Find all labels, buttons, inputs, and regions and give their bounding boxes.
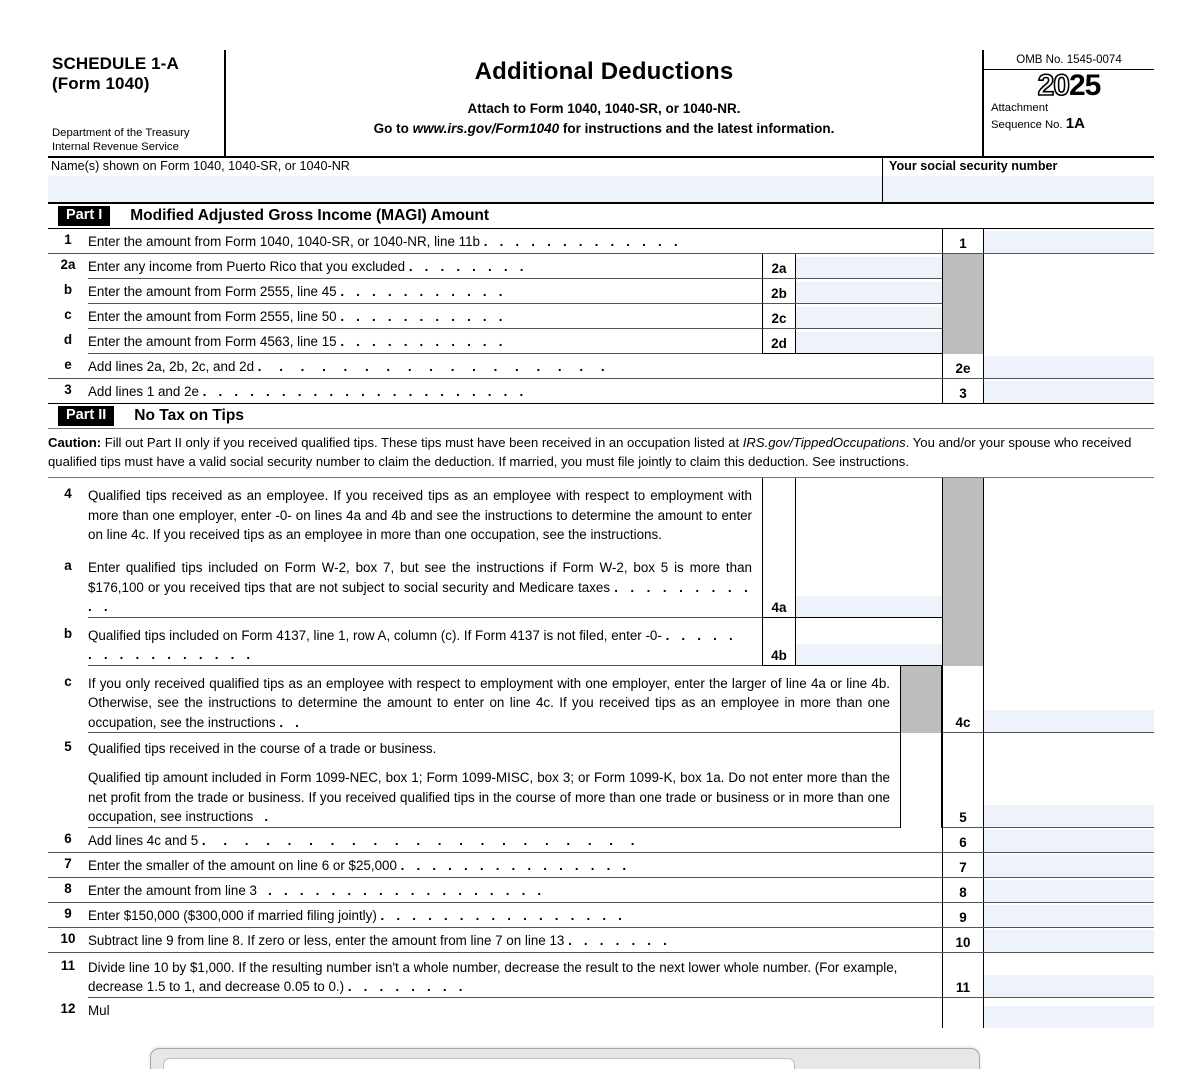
sub-box-label-2a: 2a — [763, 254, 796, 278]
line-amount-input-6[interactable] — [984, 830, 1154, 852]
sub-box-label-4b: 4b — [763, 618, 796, 665]
line-text-4b — [88, 618, 762, 666]
sub-amount-input-2c[interactable] — [796, 307, 942, 328]
line-5-detail — [88, 768, 890, 826]
ssn-caption: Your social security number — [889, 159, 1058, 173]
line-amount-input-8[interactable] — [984, 880, 1154, 902]
sub-amount-2a[interactable] — [796, 254, 942, 278]
line-number-1: 1 — [64, 232, 72, 247]
tax-year-block — [984, 70, 1154, 156]
dot-leader: . . . . . . . . . . . . . . . . — [380, 907, 627, 923]
line-amount-8[interactable] — [984, 878, 1154, 902]
line-number-11: 11 — [60, 957, 76, 973]
line-amount-3[interactable] — [984, 379, 1154, 403]
line-text-4a — [88, 550, 762, 617]
part-1-lines — [48, 229, 1154, 404]
line-label-2d: Enter the amount from Form 4563, line 15 — [88, 334, 337, 349]
irs-url: www.irs.gov/Form1040 — [412, 121, 560, 136]
sub-amount-input-4b[interactable] — [796, 644, 942, 665]
line-label-2c: Enter the amount from Form 2555, line 50 — [88, 309, 337, 324]
line-box-label-8: 8 — [942, 878, 984, 902]
grey-spacer — [942, 254, 984, 279]
tax-year — [984, 69, 1154, 102]
sub-amount-col-4 — [762, 478, 942, 550]
agency-block — [52, 126, 220, 154]
grey-spacer — [942, 550, 984, 617]
sub-amount-input-2b[interactable] — [796, 282, 942, 303]
line-label-3: Add lines 1 and 2e — [88, 384, 199, 399]
line-number-9: 9 — [64, 905, 72, 921]
line-text-2c — [88, 304, 762, 329]
sub-amount-2b[interactable] — [796, 279, 942, 303]
line-text-8 — [88, 878, 942, 902]
dot-leader: . . . . . . . . . . . . . . . . — [88, 627, 737, 663]
line-number-6: 6 — [64, 830, 72, 846]
sequence-label: Sequence No. — [991, 119, 1063, 132]
part-2-header — [48, 404, 1154, 429]
line-label-2e: Add lines 2a, 2b, 2c, and 2d — [88, 359, 255, 374]
line-text-2a — [88, 254, 762, 279]
main-blank-2a — [984, 254, 1154, 279]
dot-leader: . . . . . . . . — [408, 259, 528, 274]
white-spacer — [900, 733, 942, 828]
line-amount-input-11[interactable] — [984, 975, 1154, 997]
line-amount-input-5[interactable] — [984, 805, 1154, 827]
line-number-12: 12 — [60, 1000, 76, 1016]
sequence-line — [991, 115, 1154, 133]
part-2-title: No Tax on Tips — [134, 407, 244, 424]
line-box-label-5: 5 — [942, 733, 984, 828]
header-center-block — [226, 50, 982, 156]
line-amount-input-12[interactable] — [984, 1006, 1154, 1028]
sub-amount-2c[interactable] — [796, 304, 942, 328]
line-row-2d — [48, 329, 1154, 354]
line-number-4a: a — [64, 558, 72, 574]
line-number-2c: c — [64, 307, 72, 322]
name-cell — [48, 158, 883, 202]
part-1-title: Modified Adjusted Gross Income (MAGI) Amount — [130, 207, 490, 224]
schedule-form-number: (Form 1040) — [52, 74, 150, 94]
caution-label: Caution: — [48, 435, 102, 450]
line-text-12: Mul — [88, 1002, 110, 1018]
dot-leader: . . . . . . . . . . . — [340, 334, 507, 349]
dot-leader: . . — [279, 714, 304, 730]
sub-amount-4b[interactable] — [796, 618, 942, 665]
line-text-11 — [88, 953, 942, 998]
line-amount-9[interactable] — [984, 903, 1154, 927]
line-text-10 — [88, 928, 942, 952]
line-amount-input-3[interactable] — [984, 381, 1154, 403]
line-row-8 — [48, 878, 1154, 903]
line-number-10: 10 — [60, 930, 76, 946]
line-amount-10[interactable] — [984, 928, 1154, 952]
line-row-2e — [48, 354, 1154, 379]
line-row-7 — [48, 853, 1154, 878]
line-text-3 — [88, 379, 942, 403]
header-left-block — [48, 50, 226, 156]
line-row-2b — [48, 279, 1154, 304]
part-2-lines — [48, 478, 1154, 1027]
goto-instruction — [374, 121, 835, 136]
line-text-2e — [88, 354, 942, 378]
sub-amount-input-2a[interactable] — [796, 257, 942, 278]
tax-year-digits: 25 — [1069, 69, 1101, 102]
sub-box-spacer-4 — [763, 478, 796, 550]
line-row-9 — [48, 903, 1154, 928]
main-blank-2c — [984, 304, 1154, 329]
grey-spacer — [942, 478, 984, 550]
tax-year-century: 20 — [1037, 69, 1069, 102]
caution-text-2: . You and/or your spouse who received qualified tips must have a valid social security number to claim the deduction. If married, you must file jointly to claim this deduction. See instructions. — [48, 435, 1132, 469]
sub-amount-col-2b — [762, 279, 942, 304]
line-amount-input-1[interactable] — [984, 231, 1154, 253]
omb-number: OMB No. 1545-0074 — [984, 50, 1154, 70]
attachment-sequence — [984, 102, 1154, 134]
sub-amount-input-2d[interactable] — [796, 332, 942, 353]
line-label-10: Subtract line 9 from line 8. If zero or less, enter the amount from line 7 on line 13 — [88, 932, 565, 948]
sub-amount-col-2d — [762, 329, 942, 354]
line-label-4a: Enter qualified tips included on Form W-2, box 7, but see the instructions if Form W-2, box 5 is more than $176,100 or you received tips that are not subject to social security and Medicare taxes — [88, 560, 752, 595]
line-amount-11[interactable] — [984, 953, 1154, 998]
line-amount-6[interactable] — [984, 828, 1154, 852]
irs-line: Internal Revenue Service — [52, 140, 179, 153]
grey-spacer — [942, 279, 984, 304]
line-label-2b: Enter the amount from Form 2555, line 45 — [88, 284, 337, 299]
line-label-6: Add lines 4c and 5 — [88, 832, 199, 848]
line-text-5 — [88, 733, 900, 828]
sub-box-label-2c: 2c — [763, 304, 796, 328]
main-blank-2d — [984, 329, 1154, 354]
overlay-input-box[interactable] — [163, 1058, 795, 1069]
line-label-7: Enter the smaller of the amount on line 6 or $25,000 — [88, 857, 397, 873]
line-amount-2e[interactable] — [984, 354, 1154, 378]
line-amount-input-2e[interactable] — [984, 356, 1154, 378]
line-amount-1[interactable] — [984, 229, 1154, 253]
line-row-4a — [48, 550, 1154, 617]
sequence-number: 1A — [1065, 115, 1085, 133]
line-number-2b: b — [63, 282, 73, 297]
identity-row — [48, 158, 1154, 204]
sub-amount-input-4a[interactable] — [796, 596, 942, 617]
main-blank-4a — [984, 550, 1154, 617]
schedule-title-block — [52, 54, 220, 94]
schedule-number: SCHEDULE 1-A — [52, 54, 179, 73]
line-text-9 — [88, 903, 942, 927]
goto-prefix: Go to — [373, 121, 413, 136]
sub-box-label-4a: 4a — [763, 550, 796, 616]
line-5-intro: Qualified tips received in the course of a trade or business. — [88, 740, 437, 756]
line-row-3 — [48, 379, 1154, 404]
name-input[interactable] — [48, 176, 882, 202]
tipped-occupations-link: IRS.gov/TippedOccupations — [742, 435, 906, 450]
line-amount-input-4c[interactable] — [984, 710, 1154, 732]
part-2-badge: Part II — [58, 406, 114, 426]
line-number-2e: e — [64, 357, 72, 372]
main-blank-4 — [984, 478, 1154, 550]
line-number-4: 4 — [64, 486, 72, 502]
name-caption: Name(s) shown on Form 1040, 1040-SR, or 1040-NR — [51, 159, 350, 173]
line-label-4b: Qualified tips included on Form 4137, line 1, row A, column (c). If Form 4137 is not filed, enter -0- — [88, 627, 662, 643]
line-row-2a — [48, 254, 1154, 279]
schedule-1a-form — [48, 50, 1154, 1028]
line-number-5: 5 — [64, 738, 72, 754]
line-text-4c — [88, 666, 900, 733]
dot-leader: . . . . . . . . . . . . . . . . . . . . . — [201, 832, 642, 848]
line-box-label-12 — [942, 998, 984, 1028]
sub-box-label-2b: 2b — [763, 279, 796, 303]
main-blank-2b — [984, 279, 1154, 304]
dot-leader: . . . . . . . . . . . . . — [483, 234, 682, 249]
dot-leader: . . . . . . . . . . . — [88, 579, 752, 615]
sub-box-label-2d: 2d — [763, 329, 796, 353]
line-row-10 — [48, 928, 1154, 953]
line-box-label-6: 6 — [942, 828, 984, 852]
form-header — [48, 50, 1154, 158]
department-line: Department of the Treasury — [52, 126, 190, 139]
line-row-1 — [48, 229, 1154, 254]
ssn-input[interactable] — [883, 176, 1154, 202]
line-box-label-11: 11 — [942, 953, 984, 998]
line-label-2a: Enter any income from Puerto Rico that you excluded — [88, 259, 406, 274]
attachment-label: Attachment — [991, 101, 1049, 114]
line-box-label-2e: 2e — [942, 354, 984, 378]
sub-amount-col-2c — [762, 304, 942, 329]
header-right-block — [982, 50, 1154, 156]
part-1-header — [48, 204, 1154, 229]
sub-amount-col-2a — [762, 254, 942, 279]
goto-suffix: for instructions and the latest information. — [559, 121, 835, 136]
line-row-4c — [48, 666, 1154, 733]
main-blank-4b — [984, 618, 1154, 666]
sub-amount-4a[interactable] — [796, 550, 942, 616]
line-text-1 — [88, 229, 942, 253]
line-row-6 — [48, 828, 1154, 853]
grey-spacer — [942, 304, 984, 329]
grey-spacer — [942, 618, 984, 666]
line-row-4b — [48, 618, 1154, 666]
attach-instruction: Attach to Form 1040, 1040-SR, or 1040-NR. — [467, 101, 741, 116]
dot-leader: . . . . . . . . . . . . . . . . . — [257, 359, 612, 374]
line-box-label-7: 7 — [942, 853, 984, 877]
ssn-cell — [883, 158, 1154, 202]
line-number-2d: d — [63, 332, 73, 347]
sub-amount-col-4b — [762, 618, 942, 666]
line-amount-5[interactable] — [984, 733, 1154, 828]
line-number-4c: c — [64, 673, 72, 689]
line-number-4b: b — [63, 625, 73, 641]
line-row-2c — [48, 304, 1154, 329]
line-5-detail-text: Qualified tip amount included in Form 1099-NEC, box 1; Form 1099-MISC, box 3; or Form 1099-K, box 1a. Do not enter more than the net profit from the trade or business. If you received qualified tips in the course of more than one trade or business or in more than one occupation, see instructions — [88, 770, 890, 825]
line-box-label-10: 10 — [942, 928, 984, 952]
grey-spacer — [900, 666, 942, 733]
line-label-8: Enter the amount from line 3 — [88, 882, 257, 898]
line-text-2d — [88, 329, 762, 354]
line-box-label-4c: 4c — [942, 666, 984, 733]
dot-leader: . . . . . . . . — [347, 979, 467, 995]
line-amount-7[interactable] — [984, 853, 1154, 877]
overlay-panel[interactable] — [150, 1048, 980, 1069]
dot-leader: . — [264, 809, 273, 825]
sub-amount-2d[interactable] — [796, 329, 942, 353]
dot-leader: . . . . . . . — [568, 932, 672, 948]
line-box-label-9: 9 — [942, 903, 984, 927]
line-text-4: Qualified tips received as an employee. If you received tips as an employee with respect to employment with more than one employer, enter -0- on lines 4a and 4b and see the instructions to determine the amount to enter on line 4c. If you received tips as an employee in more than one occupation, see the instructions. — [88, 488, 752, 543]
caution-note — [48, 429, 1154, 478]
line-label-11: Divide line 10 by $1,000. If the resulting number isn't a whole number, decrease the result to the next lower whole number. (For example, decrease 1.5 to 1, and decrease 0.05 to 0.) — [88, 959, 898, 995]
dot-leader: . . . . . . . . . . . — [340, 284, 507, 299]
form-title: Additional Deductions — [474, 58, 734, 85]
dot-leader: . . . . . . . . . . . — [340, 309, 507, 324]
line-amount-4c[interactable] — [984, 666, 1154, 733]
line-number-2a: 2a — [60, 257, 76, 272]
sub-blank-4 — [796, 478, 942, 550]
line-label-1: Enter the amount from Form 1040, 1040-SR, or 1040-NR, line 11b — [88, 234, 480, 249]
dot-leader: . . . . . . . . . . . . . . . — [400, 857, 631, 873]
dot-leader: . . . . . . . . . . . . . . . . . . . . . — [202, 384, 528, 399]
line-row-5 — [48, 733, 1154, 828]
caution-text-1: Fill out Part II only if you received qualified tips. These tips must have been received in an occupation listed at — [101, 435, 743, 450]
line-text-6 — [88, 828, 942, 852]
line-number-3: 3 — [64, 382, 72, 397]
line-row-4 — [48, 478, 1154, 550]
grey-spacer — [942, 329, 984, 354]
sub-amount-col-4a — [762, 550, 942, 617]
line-amount-input-10[interactable] — [984, 930, 1154, 952]
dot-leader: . . . . . . . . . . . . . . . . . . — [268, 882, 546, 898]
line-amount-12[interactable] — [984, 998, 1154, 1028]
line-label-9: Enter $150,000 ($300,000 if married filing jointly) — [88, 907, 377, 923]
part-1-badge: Part I — [58, 206, 110, 226]
line-box-label-3: 3 — [942, 379, 984, 403]
line-amount-input-7[interactable] — [984, 855, 1154, 877]
line-row-11 — [48, 953, 1154, 998]
line-text-2b — [88, 279, 762, 304]
line-label-4c: If you only received qualified tips as an employee with respect to employment with one employer, enter the larger of line 4a or line 4b. Otherwise, see the instructions to determine the amount to enter on line 4c. If you received tips as an employee in more than one occupation, see the instructions — [88, 675, 890, 730]
line-text-7 — [88, 853, 942, 877]
line-number-7: 7 — [64, 855, 72, 871]
line-number-8: 8 — [64, 880, 72, 896]
line-box-label-1: 1 — [942, 229, 984, 253]
line-amount-input-9[interactable] — [984, 905, 1154, 927]
line-row-12 — [48, 998, 1154, 1028]
